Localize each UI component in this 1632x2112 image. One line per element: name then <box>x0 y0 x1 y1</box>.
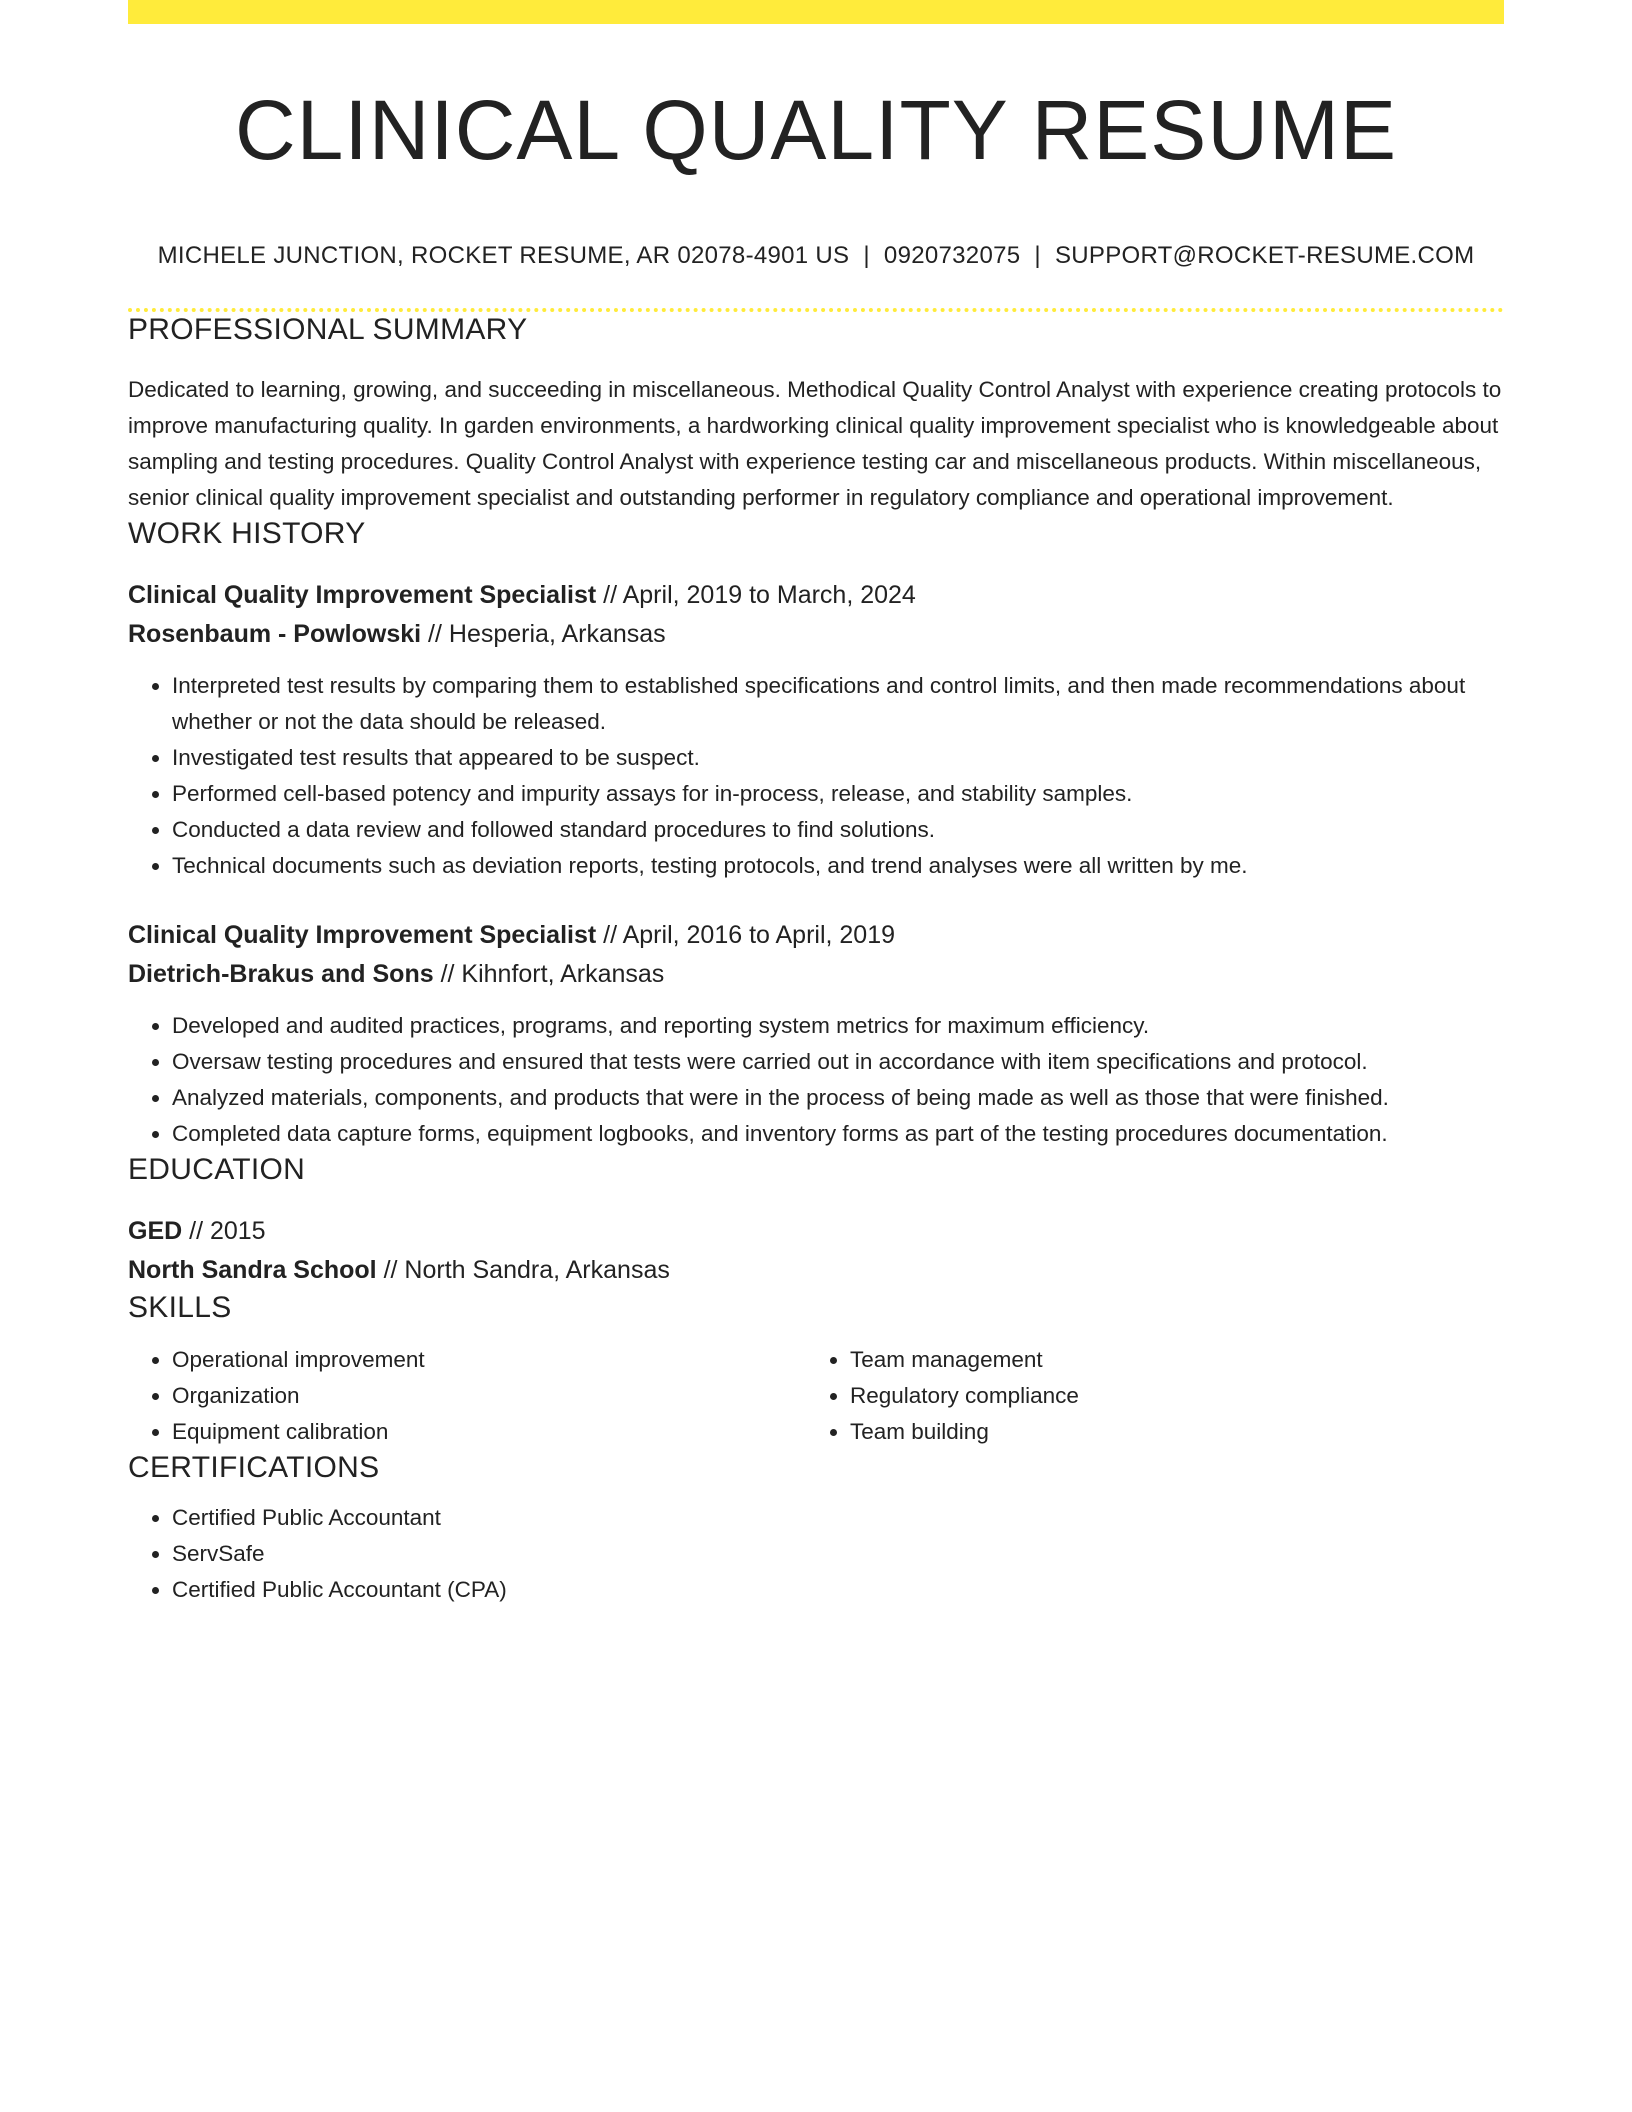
job-role-line <box>128 916 1504 955</box>
job-dates: // April, 2019 to March, 2024 <box>596 581 916 610</box>
education-heading: EDUCATION <box>128 1153 306 1187</box>
job-company: Rosenbaum - Powlowski <box>128 620 422 649</box>
list-item: • Certified Public Accountant <box>172 1500 1504 1536</box>
certifications-heading: CERTIFICATIONS <box>128 1451 380 1485</box>
list-item: • Team management <box>850 1342 1484 1378</box>
job-location: // Kihnfort, Arkansas <box>433 960 665 989</box>
contact-phone: 0920732075 <box>883 242 1021 270</box>
resume-page <box>128 0 1504 1608</box>
job-company: Dietrich-Brakus and Sons <box>128 960 434 989</box>
contact-separator: | <box>1034 242 1041 270</box>
job-company-line <box>128 955 1504 994</box>
certifications-list <box>128 1500 1504 1608</box>
list-item: • Interpreted test results by comparing them to established specifications and control limits, and then made recommendations about whether or not the data should be released. <box>172 668 1504 740</box>
job-role-line <box>128 576 1504 615</box>
summary-text: Dedicated to learning, growing, and succeeding in miscellaneous. Methodical Quality Control Analyst with experience creating protocols to improve manufacturing quality. In garden environments, a hardworking clinical quality improvement specialist who is knowledgeable about sampling and testing procedures. Quality Control Analyst with experience testing car and miscellaneous products. Within miscellaneous, senior clinical quality improvement specialist and outstanding performer in regulatory compliance and operational improvement. <box>128 377 1502 511</box>
list-item: • ServSafe <box>172 1536 1504 1572</box>
skills-grid <box>128 1342 1504 1450</box>
skills-list-right <box>806 1342 1484 1450</box>
summary-heading: PROFESSIONAL SUMMARY <box>128 313 528 347</box>
education-school-line <box>128 1251 1504 1290</box>
list-item: • Oversaw testing procedures and ensured that tests were carried out in accordance with item specifications and protocol. <box>172 1044 1504 1080</box>
job-company-line <box>128 615 1504 654</box>
contact-line <box>128 242 1504 270</box>
job-bullet-list <box>128 668 1504 884</box>
resume-title: CLINICAL QUALITY RESUME <box>235 83 1397 177</box>
list-item: • Certified Public Accountant (CPA) <box>172 1572 1504 1608</box>
list-item: • Team building <box>850 1414 1484 1450</box>
job-bullet-list <box>128 1008 1504 1152</box>
list-item: • Completed data capture forms, equipment logbooks, and inventory forms as part of the testing procedures documentation. <box>172 1116 1504 1152</box>
skills-list-left <box>128 1342 806 1450</box>
list-item: • Technical documents such as deviation reports, testing protocols, and trend analyses were all written by me. <box>172 848 1504 884</box>
list-item: • Conducted a data review and followed standard procedures to find solutions. <box>172 812 1504 848</box>
contact-address: MICHELE JUNCTION, ROCKET RESUME, AR 02078-4901 US <box>157 242 850 270</box>
accent-top-bar <box>128 0 1504 24</box>
skills-heading: SKILLS <box>128 1291 232 1325</box>
education-location: // North Sandra, Arkansas <box>376 1256 670 1285</box>
list-item: • Investigated test results that appeared to be suspect. <box>172 740 1504 776</box>
education-school: North Sandra School <box>128 1256 377 1285</box>
job-role: Clinical Quality Improvement Specialist <box>128 581 597 610</box>
job-entry <box>128 916 1504 1152</box>
list-item: • Analyzed materials, components, and products that were in the process of being made as well as those that were finished. <box>172 1080 1504 1116</box>
education-entry <box>128 1212 1504 1290</box>
list-item: • Developed and audited practices, programs, and reporting system metrics for maximum efficiency. <box>172 1008 1504 1044</box>
contact-email: SUPPORT@ROCKET-RESUME.COM <box>1054 242 1475 270</box>
list-item: • Operational improvement <box>172 1342 806 1378</box>
list-item: • Organization <box>172 1378 806 1414</box>
list-item: • Regulatory compliance <box>850 1378 1484 1414</box>
education-year: // 2015 <box>182 1217 266 1246</box>
job-entry <box>128 576 1504 884</box>
education-degree-line <box>128 1212 1504 1251</box>
job-dates: // April, 2016 to April, 2019 <box>596 921 896 950</box>
education-degree: GED <box>128 1217 183 1246</box>
work-history-heading: WORK HISTORY <box>128 517 366 551</box>
job-location: // Hesperia, Arkansas <box>421 620 666 649</box>
list-item: • Equipment calibration <box>172 1414 806 1450</box>
job-role: Clinical Quality Improvement Specialist <box>128 921 597 950</box>
list-item: • Performed cell-based potency and impurity assays for in-process, release, and stability samples. <box>172 776 1504 812</box>
contact-separator: | <box>863 242 870 270</box>
